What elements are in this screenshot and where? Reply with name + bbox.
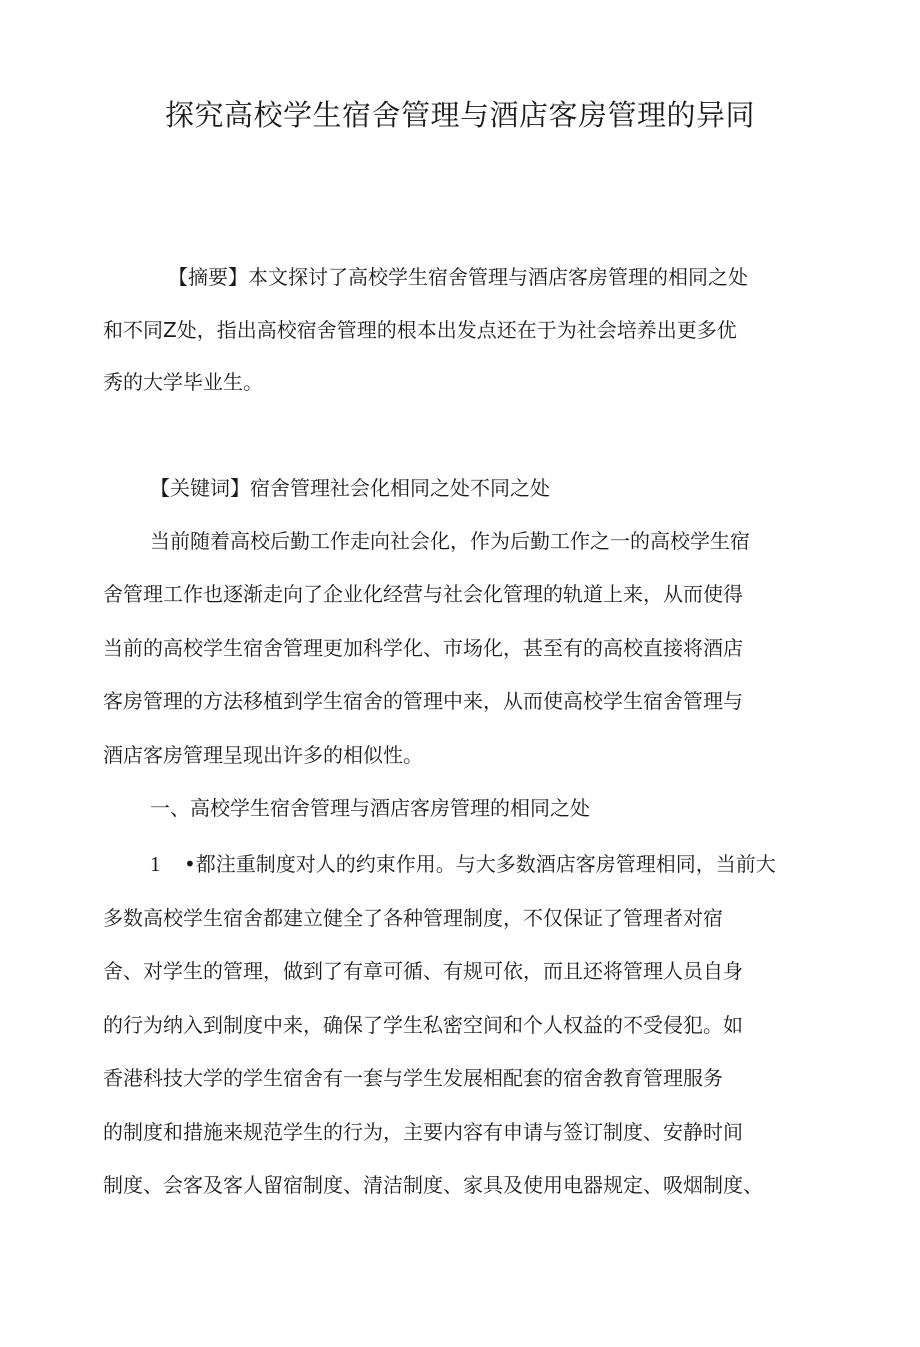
intro-line: 当前随着高校后勤工作走向社会化，作为后勤工作之一的高校学生宿 xyxy=(150,529,750,553)
keywords-line: 【关键词】宿舍管理社会化相同之处不同之处 xyxy=(150,476,550,500)
point-line: 制度、会客及客人留宿制度、清洁制度、家具及使用电器规定、吸烟制度、 xyxy=(103,1173,763,1197)
point-number-value: 1 xyxy=(150,852,161,876)
point-number xyxy=(150,852,161,876)
point-line: 多数高校学生宿舍都建立健全了各种管理制度，不仅保证了管理者对宿 xyxy=(103,906,723,930)
point-line: 的行为纳入到制度中来，确保了学生私密空间和个人权益的不受侵犯。如 xyxy=(103,1013,743,1037)
intro-line: 舍管理工作也逐渐走向了企业化经营与社会化管理的轨道上来，从而使得 xyxy=(103,582,743,606)
point-line: 香港科技大学的学生宿舍有一套与学生发展相配套的宿舍教育管理服务 xyxy=(103,1066,723,1090)
abstract-line: 和不同Z处，指出高校宿舍管理的根本出发点还在于为社会培养出更多优 xyxy=(103,318,737,342)
point-line: 的制度和措施来规范学生的行为，主要内容有申请与签订制度、安静时间 xyxy=(103,1120,743,1144)
intro-line: 客房管理的方法移植到学生宿舍的管理中来，从而使高校学生宿舍管理与 xyxy=(103,689,743,713)
abstract-line: 秀的大学毕业生。 xyxy=(103,370,263,394)
point-line: •都注重制度对人的约束作用。与大多数酒店客房管理相同，当前大 xyxy=(184,852,776,876)
intro-line: 酒店客房管理呈现出许多的相似性。 xyxy=(103,743,423,767)
document-title: 探究高校学生宿舍管理与酒店客房管理的异同 xyxy=(164,98,755,132)
point-line: 舍、对学生的管理，做到了有章可循、有规可依，而且还将管理人员自身 xyxy=(103,959,743,983)
abstract-line: 【摘要】本文探讨了高校学生宿舍管理与酒店客房管理的相同之处 xyxy=(168,265,748,289)
intro-line: 当前的高校学生宿舍管理更加科学化、市场化，甚至有的高校直接将酒店 xyxy=(103,636,743,660)
section-heading: 一、高校学生宿舍管理与酒店客房管理的相同之处 xyxy=(150,796,590,820)
